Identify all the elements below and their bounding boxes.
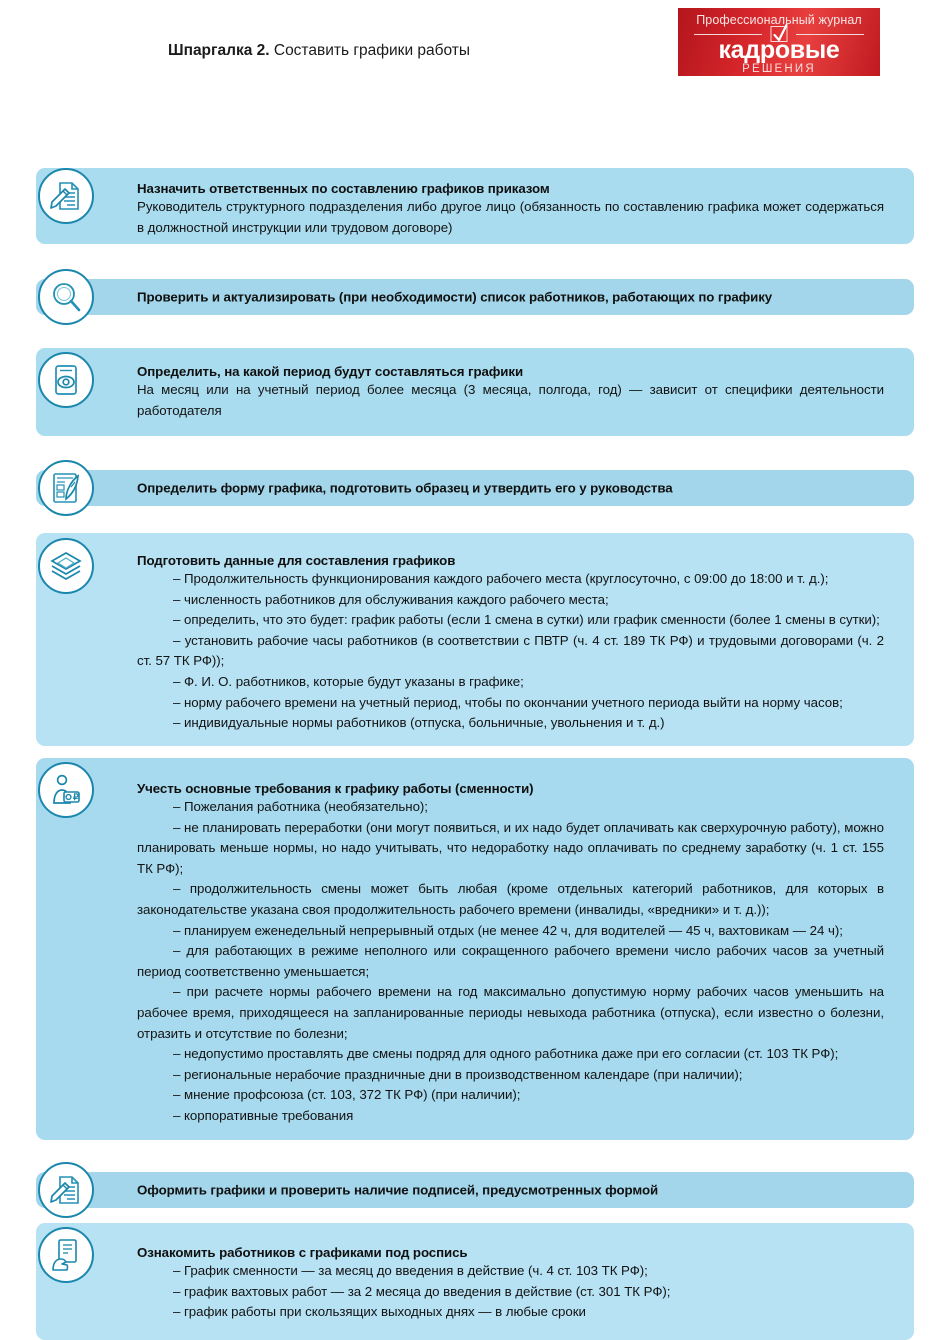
magnifier-icon: [38, 269, 94, 325]
step-paragraph: На месяц или на учетный период более месяца (3 месяца, полгода, год) — зависит от специфики деятельности работодателя: [137, 382, 884, 418]
list-item: – График сменности — за месяц до введения в действие (ч. 4 ст. 103 ТК РФ);: [173, 1263, 648, 1278]
logo-divider-right: [796, 34, 864, 35]
step-card-3: [36, 348, 914, 436]
list-item: – Ф. И. О. работников, которые будут указаны в графике;: [173, 673, 524, 689]
step-heading: Подготовить данные для составления графиков: [137, 553, 456, 568]
hand-signing-icon: [38, 1227, 94, 1283]
step-heading: Оформить графики и проверить наличие подписей, предусмотренных формой: [137, 1182, 659, 1198]
step-heading: Ознакомить работников с графиками под роспись: [137, 1245, 468, 1260]
logo-brand-subtitle: РЕШЕНИЯ: [742, 63, 816, 75]
form-with-quill-icon: [38, 460, 94, 516]
list-item: – установить рабочие часы работников (в соответствии с ПВТР (ч. 4 ст. 189 ТК РФ) и трудовыми договорами (ч. 2 ст. 57 ТК РФ));: [137, 632, 884, 669]
step-card-8: [36, 1223, 914, 1340]
step-card-1: [36, 168, 914, 244]
worker-requirements-icon: [38, 762, 94, 818]
list-item: – для работающих в режиме неполного или сокращенного рабочего времени число рабочих часов за учетный период соответственно уменьшается;: [137, 943, 884, 979]
list-item: – численность работников для обслуживания каждого рабочего места;: [173, 591, 609, 607]
list-item: – продолжительность смены может быть любая (кроме отдельных категорий работников, для которых в законодательстве указана своя продолжительность рабочего времени (инвалиды, «вредники» и т. д.));: [137, 881, 884, 917]
list-item: – региональные нерабочие праздничные дни в производственном календаре (при наличии);: [173, 1066, 743, 1082]
document-header: [0, 0, 933, 80]
step-card-6: [36, 758, 914, 1140]
step-heading: Назначить ответственных по составлению графиков приказом: [137, 181, 550, 196]
magazine-logo: [678, 8, 880, 76]
step-paragraph: Руководитель структурного подразделения либо другое лицо (обязанность по составлению графика может содержаться в должностной инструкции или трудовом договоре): [137, 199, 884, 235]
list-item: – график работы при скользящих выходных днях — в любые сроки: [173, 1304, 586, 1320]
page-title: [168, 42, 470, 60]
logo-tagline: Профессиональный журнал: [696, 13, 862, 27]
step-heading: Учесть основные требования к графику работы (сменности): [137, 781, 534, 796]
list-item: – корпоративные требования: [173, 1107, 354, 1123]
list-item: – Продолжительность функционирования каждого рабочего места (круглосуточно, с 09:00 до 18:00 и т. д.);: [173, 571, 829, 586]
step-heading: Определить, на какой период будут составляться графики: [137, 364, 524, 379]
step-list: [137, 569, 884, 734]
list-item: – мнение профсоюза (ст. 103, 372 ТК РФ) (при наличии);: [173, 1087, 521, 1103]
step-card-4: [36, 470, 914, 506]
stacked-layers-icon: [38, 538, 94, 594]
step-card-2: [36, 279, 914, 315]
list-item: – при расчете нормы рабочего времени на год максимально допустимую норму рабочих часов уменьшить на рабочее время, приходящееся на запланированные периоды невыхода работника (отпуска), если известно о болезни, отразить и отсутствие по болезни;: [137, 984, 884, 1041]
svg-text:₽: ₽: [73, 792, 79, 802]
list-item: – Пожелания работника (необязательно);: [173, 799, 428, 814]
list-item: – индивидуальные нормы работников (отпуска, больничные, увольнения и т. д.): [173, 715, 665, 731]
step-card-7: [36, 1172, 914, 1208]
list-item: – определить, что это будет: график работы (если 1 смена в сутки) или график сменности (более 1 смены в сутки);: [173, 612, 880, 628]
list-item: – планируем еженедельный непрерывный отдых (не менее 42 ч, для водителей — 45 ч, вахтовикам — 24 ч);: [173, 922, 843, 938]
step-card-5: [36, 533, 914, 746]
list-item: – недопустимо проставлять две смены подряд для одного работника даже при его согласии (ст. 103 ТК РФ);: [173, 1046, 839, 1062]
step-list: [137, 797, 884, 1127]
calendar-eye-icon: [38, 352, 94, 408]
list-item: – не планировать переработки (они могут появиться, и их надо будет оплачивать как сверхурочную работу), можно планировать меньше нормы, но надо учитывать, что недоработку надо оплачивать по среднему заработку (ч. 1 ст. 155 ТК РФ);: [137, 819, 884, 876]
page-title-bold: Шпаргалка 2.: [168, 42, 270, 59]
document-with-pencil-icon: [38, 168, 94, 224]
step-heading: Проверить и актуализировать (при необходимости) список работников, работающих по графику: [137, 289, 773, 305]
signed-document-icon: [38, 1162, 94, 1218]
step-heading: Определить форму графика, подготовить образец и утвердить его у руководства: [137, 480, 673, 496]
page-title-rest: Составить графики работы: [269, 42, 471, 59]
logo-brand-name: кадровые: [718, 36, 840, 64]
step-list: [137, 1261, 884, 1323]
list-item: – норму рабочего времени на учетный период, чтобы по окончании учетного периода выйти на норму часов;: [173, 694, 843, 710]
logo-divider-left: [694, 34, 762, 35]
list-item: – график вахтовых работ — за 2 месяца до введения в действие (ст. 301 ТК РФ);: [173, 1283, 671, 1299]
